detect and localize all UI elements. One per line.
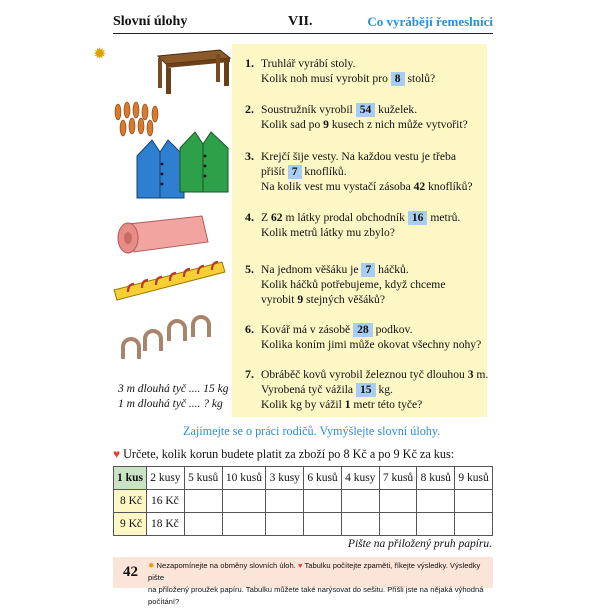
table-header-cell: 5 kusů	[184, 467, 222, 490]
footer-line-1b: Tabulku počítejte zpaměti, říkejte výsledky. Výsledky pište	[148, 561, 481, 582]
hook-rack-illustration	[112, 258, 227, 308]
table-cell	[304, 490, 342, 513]
footer-line-1a: Nezapomínejte na obměny slovních úloh.	[156, 561, 296, 570]
highlighted-number: 16	[408, 211, 428, 225]
table-header-cell: 3 kusy	[266, 467, 304, 490]
table-row	[114, 513, 493, 536]
problem-text	[261, 210, 490, 240]
problem-3	[245, 149, 490, 194]
table-header-cell: 10 kusů	[222, 467, 266, 490]
problem-number: 6.	[245, 322, 254, 336]
fabric-roll-illustration	[110, 212, 210, 260]
row-price-label: 9 Kč	[114, 513, 147, 536]
table-cell	[184, 513, 222, 536]
problem-text	[261, 102, 490, 132]
problem-line: Kolik kg by vážil 1 metr této tyče?	[261, 398, 423, 411]
invite-text: Zajímejte se o práci rodičů. Vymýšlejte slovní úlohy.	[183, 424, 441, 438]
problem-line: Vyrobená tyč vážila 15 kg.	[261, 383, 393, 396]
task-instruction	[113, 447, 454, 462]
table-header-cell: 1 kus	[114, 467, 147, 490]
vests-illustration	[132, 128, 232, 203]
problem-5	[245, 262, 490, 307]
side-note-line-1: 3 m dlouhá tyč .... 15 kg	[118, 383, 229, 395]
side-note-line-2: 1 m dlouhá tyč .... ? kg	[118, 398, 223, 410]
problem-1	[245, 56, 490, 86]
highlighted-number: 7	[288, 165, 302, 179]
table-cell	[304, 513, 342, 536]
table-header-cell: 7 kusů	[379, 467, 417, 490]
problem-line: Z 62 m látky prodal obchodník 16 metrů.	[261, 211, 461, 224]
page-header	[113, 10, 493, 34]
chapter-number: VII.	[288, 14, 313, 29]
table-header-cell: 6 kusů	[304, 467, 342, 490]
table-cell	[341, 490, 379, 513]
page-number: 42	[123, 564, 138, 580]
problem-number: 7.	[245, 367, 254, 381]
chapter-title: Co vyrábějí řemeslníci	[367, 14, 493, 29]
table-cell: 16 Kč	[147, 490, 185, 513]
table-cell	[222, 513, 266, 536]
header-rule	[113, 33, 493, 34]
table-note: Pište na přiložený pruh papíru.	[347, 538, 492, 550]
table-cell	[417, 490, 455, 513]
problem-4	[245, 210, 490, 240]
problem-line: Obráběč kovů vyrobil železnou tyč dlouhou 3 m.	[261, 368, 489, 381]
row-price-label: 8 Kč	[114, 490, 147, 513]
table-cell	[266, 490, 304, 513]
bold-number: 3	[467, 368, 474, 381]
problem-line: Kolik noh musí vyrobit pro 8 stolů?	[261, 72, 436, 85]
sun-icon: ✹	[93, 46, 107, 63]
problem-line: přišít 7 knoflíků.	[261, 165, 347, 178]
problem-text	[261, 56, 490, 86]
problem-line: Kolik sad po 9 kusech z nich může vytvořit?	[261, 118, 468, 131]
table-cell	[184, 490, 222, 513]
problem-number: 2.	[245, 102, 254, 116]
highlighted-number: 7	[361, 263, 375, 277]
problem-line: Soustružník vyrobil 54 kuželek.	[261, 103, 418, 116]
footer-line-2: na přiložený proužek papíru. Tabulku můžete také narýsovat do sešitu. Přišli jste na nějaká výhodná počítání?	[148, 585, 484, 606]
highlighted-number: 8	[391, 72, 405, 86]
table-header-cell: 2 kusy	[147, 467, 185, 490]
table-illustration	[150, 44, 232, 96]
section-title: Slovní úlohy	[113, 14, 188, 29]
table-header-cell: 9 kusů	[455, 467, 493, 490]
problem-2	[245, 102, 490, 132]
problem-6	[245, 322, 490, 352]
problem-text	[261, 322, 490, 352]
table-cell	[379, 513, 417, 536]
sun-icon: ✹	[148, 561, 155, 570]
problem-text	[261, 367, 490, 412]
problem-number: 3.	[245, 149, 254, 163]
table-cell	[417, 513, 455, 536]
page-footer	[113, 557, 493, 606]
problem-line: Kolik metrů látky mu zbylo?	[261, 226, 395, 239]
problem-7	[245, 367, 490, 412]
problem-line: Krejčí šije vesty. Na každou vestu je třeba	[261, 150, 456, 163]
table-header-cell: 4 kusy	[341, 467, 379, 490]
highlighted-number: 28	[353, 323, 373, 337]
problem-line: Na kolik vest mu vystačí zásoba 42 knoflíků?	[261, 180, 473, 193]
bold-number: 42	[413, 180, 426, 193]
bold-number: 1	[344, 398, 351, 411]
horseshoes-illustration	[115, 315, 220, 365]
footer-note	[148, 560, 488, 608]
highlighted-number: 54	[356, 103, 376, 117]
problem-number: 4.	[245, 210, 254, 224]
problem-line: Truhlář vyrábí stoly.	[261, 57, 356, 70]
problem-line: vyrobit 9 stejných věšáků?	[261, 293, 385, 306]
table-cell	[266, 513, 304, 536]
price-table	[113, 466, 493, 536]
problem-number: 5.	[245, 262, 254, 276]
table-row	[114, 490, 493, 513]
table-cell	[455, 513, 493, 536]
bold-number: 62	[270, 211, 283, 224]
problem-line: Na jednom věšáku je 7 háčků.	[261, 263, 409, 276]
highlighted-number: 15	[356, 383, 376, 397]
problem-line: Kolik háčků potřebujeme, když chceme	[261, 278, 446, 291]
table-header-cell: 8 kusů	[417, 467, 455, 490]
task-text: Určete, kolik korun budete platit za zboží po 8 Kč a po 9 Kč za kus:	[123, 447, 455, 461]
table-cell	[222, 490, 266, 513]
bold-number: 9	[323, 118, 329, 131]
table-cell	[455, 490, 493, 513]
problem-line: Kovář má v zásobě 28 podkov.	[261, 323, 413, 336]
table-header-row	[114, 467, 493, 490]
problem-text	[261, 262, 490, 307]
problem-line: Kolika koním jimi může okovat všechny nohy?	[261, 338, 482, 351]
heart-icon: ♥	[113, 447, 121, 461]
table-cell	[379, 490, 417, 513]
table-cell: 18 Kč	[147, 513, 185, 536]
problem-number: 1.	[245, 56, 254, 70]
table-cell	[341, 513, 379, 536]
heart-icon: ♥	[297, 561, 303, 570]
problem-text	[261, 149, 490, 194]
bold-number: 9	[297, 293, 304, 306]
